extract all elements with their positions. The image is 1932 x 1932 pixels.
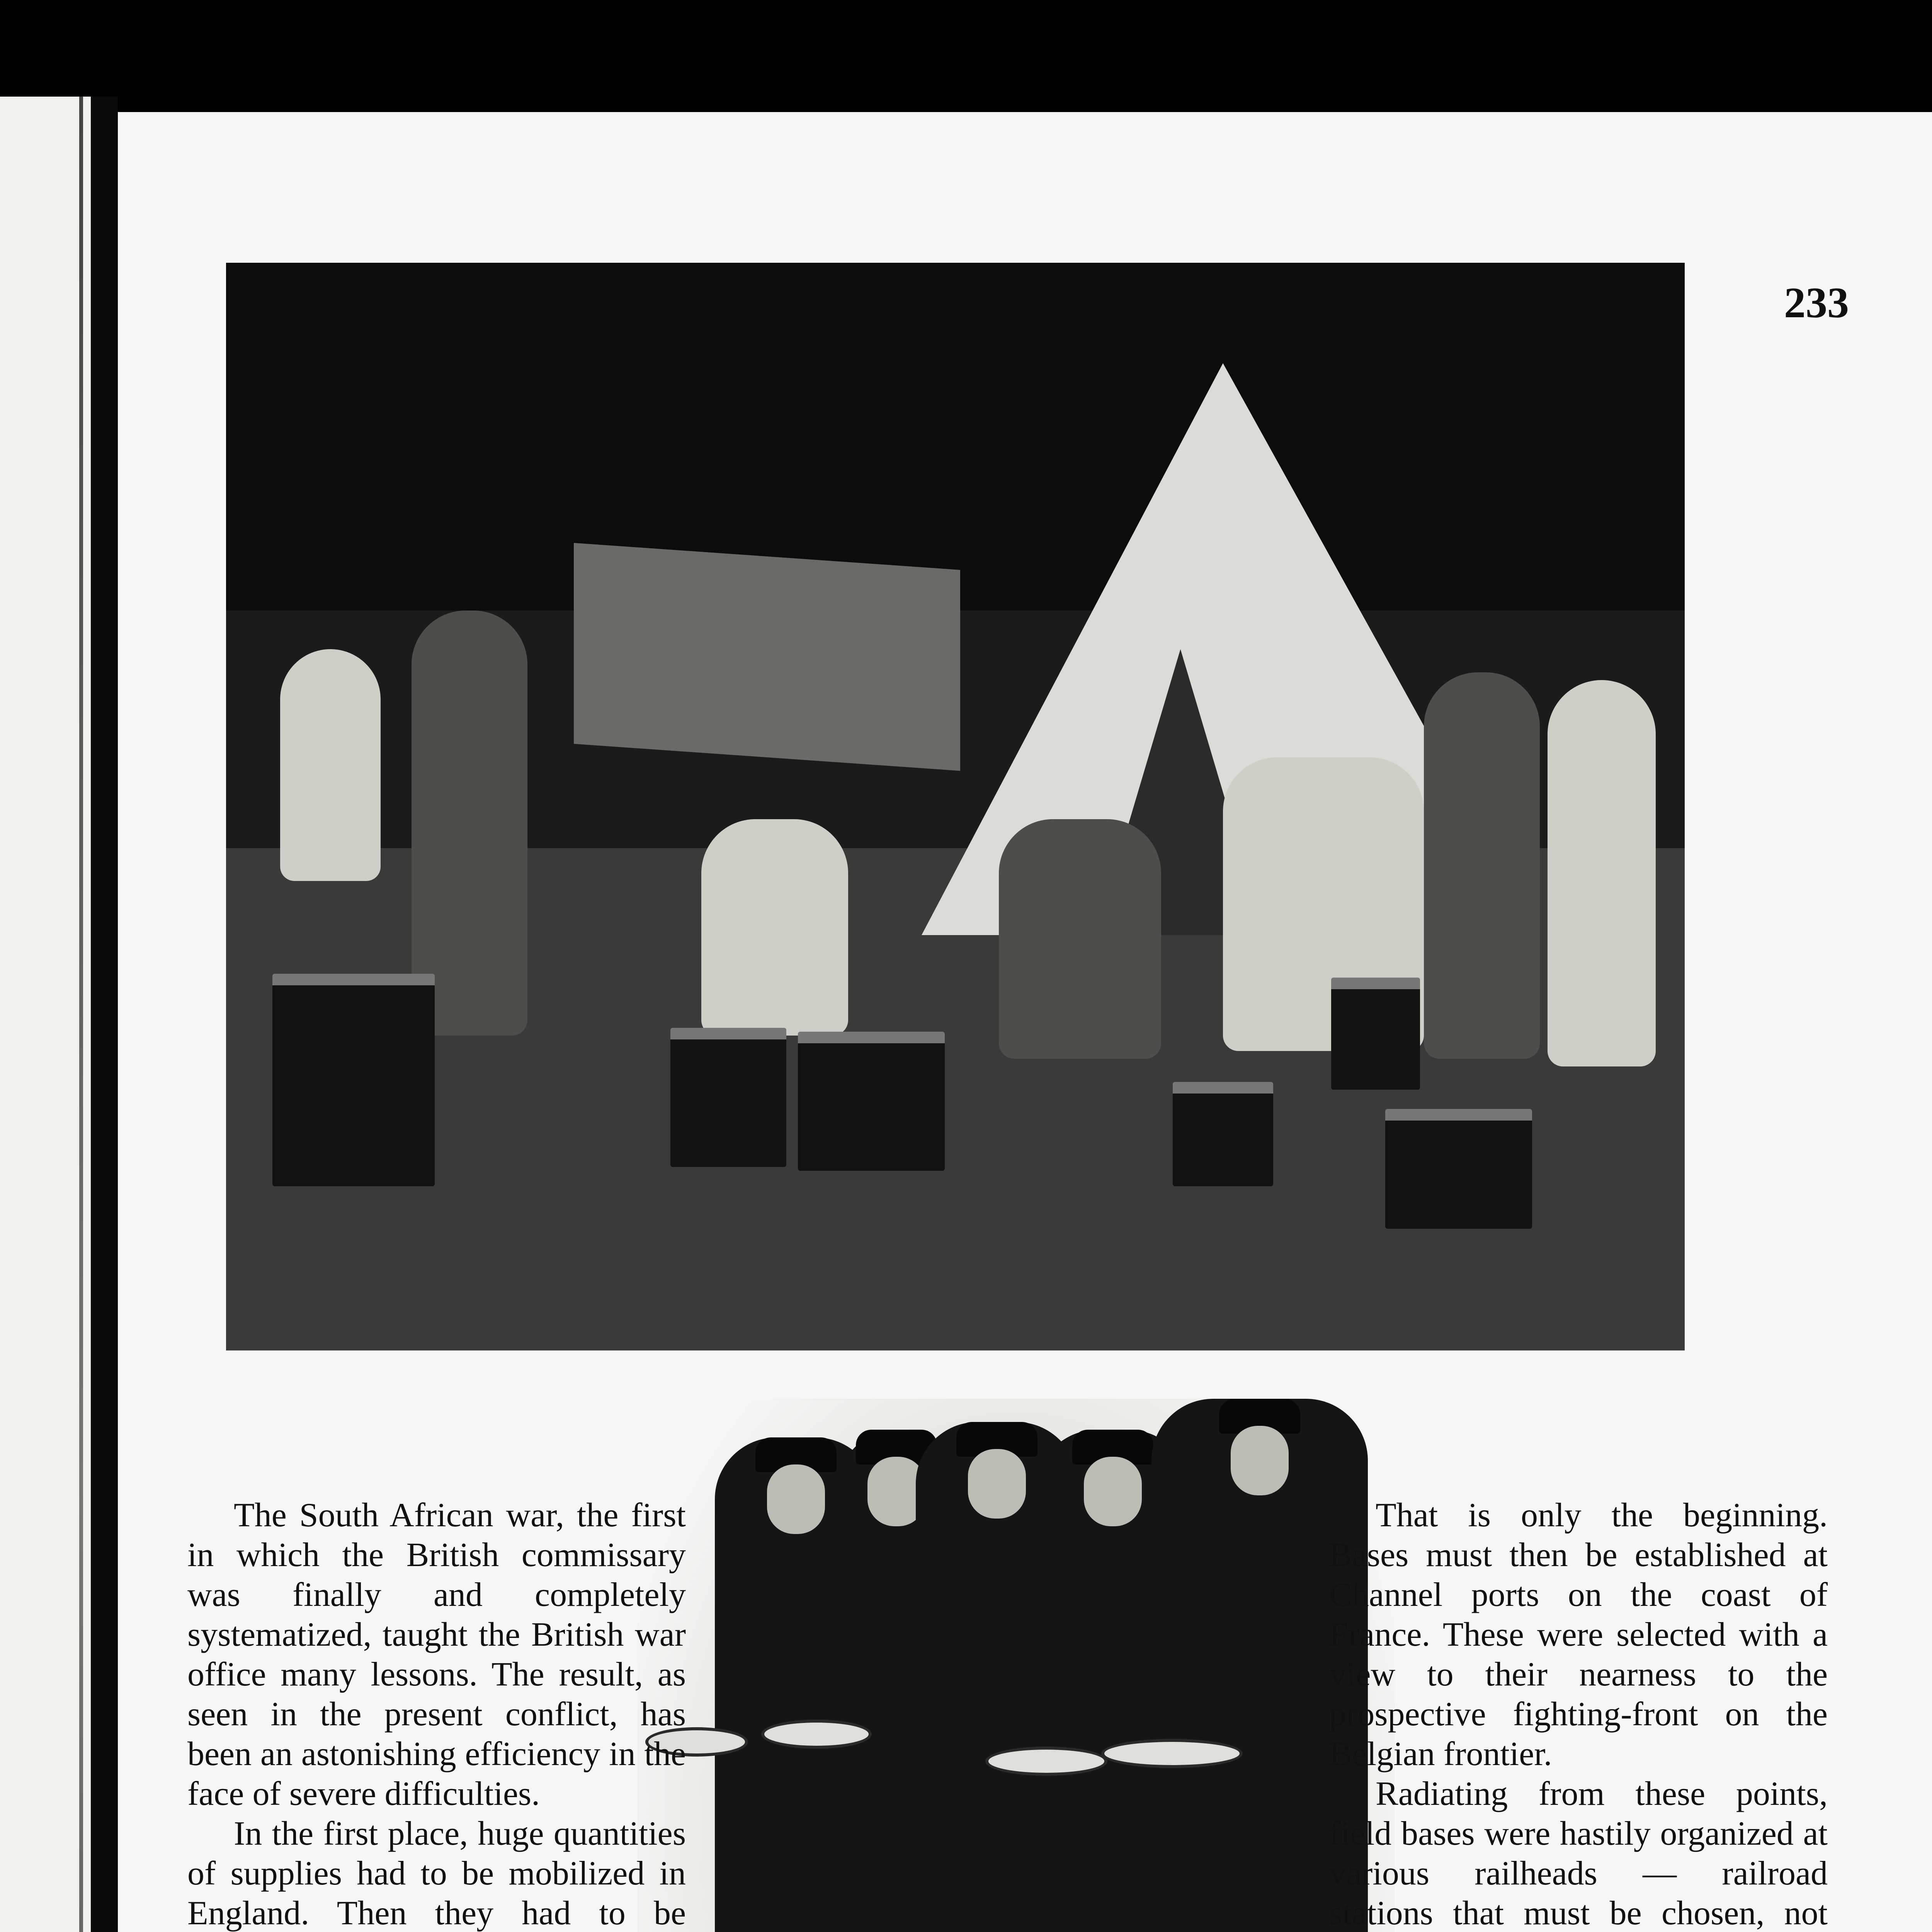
photo-cook-figure [999,819,1161,1059]
left-text-column [187,1495,686,1932]
photo-kettle [1173,1082,1273,1186]
photo-cook-figure [412,611,527,1036]
page-fold-line [79,97,83,1932]
paragraph: The South African war, the first in which the British commissary was finally and completely systematized, taught the British war office many lessons. The result, as seen in the present conflict, has been an astonishing efficiency in the face of severe difficulties. [187,1497,686,1813]
photo-ration-plate [985,1747,1107,1776]
paragraph: That is only the beginning. Bases must then be established at Channel ports on the coast of France. These were selected with a view to their nearness to the prospective fighting-front on the Belgian frontier. [1329,1497,1828,1773]
photo-cook-figure [1548,680,1656,1066]
photo-kettle [670,1028,786,1167]
photo-kettle [798,1032,945,1171]
photo-ration-plate [761,1719,872,1749]
left-page-edge [0,97,91,1932]
book-gutter [91,97,118,1932]
page-number: 233 [1784,279,1849,327]
photo-cook-figure [1424,672,1540,1059]
camp-kitchen-photo [226,263,1685,1350]
photo-cook-figure [701,819,848,1036]
photo-ration-plate [1101,1739,1243,1768]
paragraph: In the first place, huge quantities of supplies had to be mobilized in England. Then they had to be [187,1815,686,1932]
photo-kettle [1331,978,1420,1090]
guernsey-infantry-photo [638,1399,1395,1932]
photo-cook-figure [280,649,381,881]
photo-kettle [1385,1109,1532,1229]
right-text-column [1329,1495,1828,1932]
photo-kettle [272,974,435,1186]
paragraph: Radiating from these points, field bases were hastily organized at various railheads — railroad stations that must be chosen, not [1329,1775,1828,1932]
photo-tarp [574,543,960,771]
